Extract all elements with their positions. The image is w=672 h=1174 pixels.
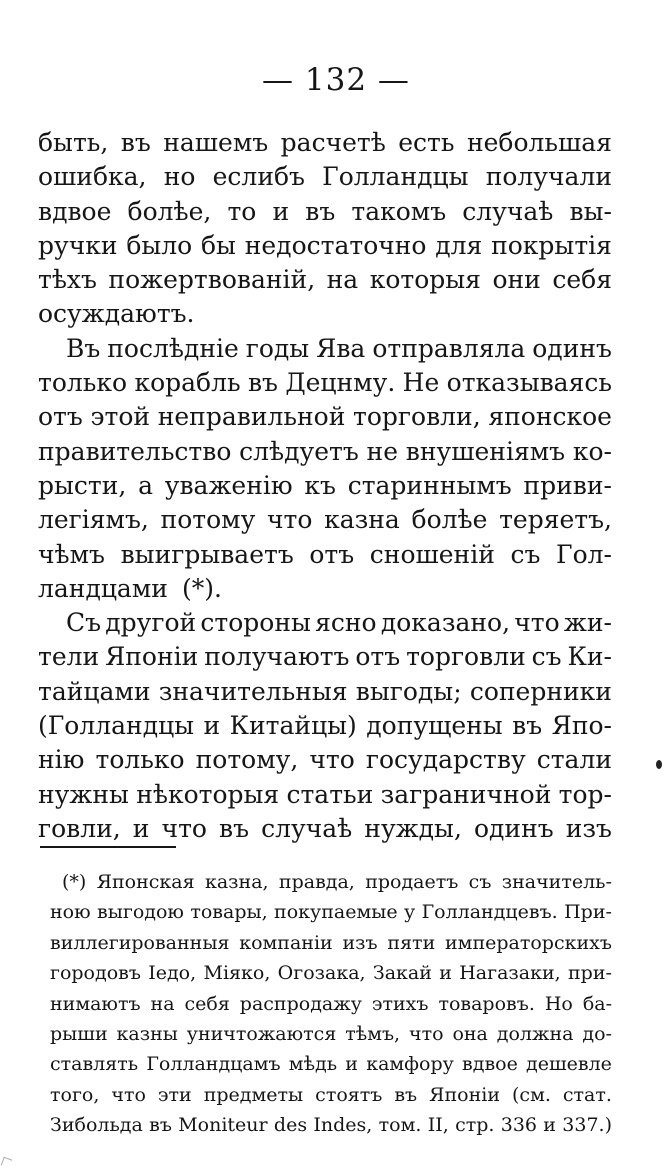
word: Не <box>402 368 440 398</box>
word: стали <box>536 745 612 775</box>
word: то <box>227 196 257 226</box>
text-line <box>38 469 612 503</box>
footnote-word: 337.) <box>562 1114 612 1137</box>
text-line <box>38 812 612 846</box>
word: получаютъ <box>204 642 350 672</box>
footnote-word: что <box>409 1022 444 1045</box>
word: этой <box>90 402 151 432</box>
word: тели <box>38 642 100 672</box>
footnote-word: ба- <box>582 992 612 1015</box>
word: Въ <box>66 333 101 363</box>
word: ландцами <box>38 573 168 603</box>
word: Голландцы <box>322 162 469 192</box>
word: заграничной <box>380 779 552 809</box>
footnote-word: и <box>543 1114 556 1137</box>
footnote-word: распродажу <box>239 992 362 1015</box>
footnote-word: Зибольда <box>50 1114 143 1137</box>
word: статьи <box>286 779 374 809</box>
word: Япо- <box>551 711 612 741</box>
footnote-word: должна <box>496 1022 574 1045</box>
footnote-word: Нагазаки, <box>459 962 561 985</box>
word: расчетѣ <box>280 128 386 157</box>
word: бы <box>200 230 236 260</box>
text-line <box>38 332 612 366</box>
footnote-word: виллегированныя <box>50 931 230 954</box>
word: быть, <box>38 128 109 157</box>
footnote-word: себя <box>184 992 230 1015</box>
word: японское <box>488 402 612 432</box>
word: съ <box>510 539 541 569</box>
footnote-word: камфору <box>366 1053 454 1076</box>
footnote-word: императорскихъ <box>445 931 612 954</box>
text-line <box>38 709 612 743</box>
word: стороны <box>200 608 311 638</box>
word: изъ <box>565 813 612 843</box>
text-line <box>38 572 612 606</box>
word: получали <box>485 162 612 192</box>
word: выигрываетъ <box>120 539 294 569</box>
word: стариннымъ <box>347 470 512 500</box>
word: нѣкоторыя <box>136 779 280 809</box>
word: нужны <box>38 779 129 809</box>
word: болѣе <box>411 505 488 535</box>
word: (*). <box>181 573 222 603</box>
word: небольшая <box>466 128 612 157</box>
word: жи- <box>563 608 612 638</box>
footnote-word: Голландцамъ <box>146 1053 281 1076</box>
word: правительство <box>38 436 232 466</box>
word: что <box>309 745 355 775</box>
word: и <box>132 813 150 843</box>
word: случаѣ <box>462 196 554 226</box>
footnote-word: Міяко, <box>203 962 271 985</box>
footnote-word: въ <box>394 1083 418 1106</box>
word: себя <box>552 265 612 295</box>
footnote-line <box>50 897 612 927</box>
word: вы- <box>569 196 612 226</box>
footnote-word: казна, <box>204 871 269 893</box>
footnote-divider <box>40 846 176 848</box>
word: нію <box>38 745 85 775</box>
word: отправляла <box>372 333 526 363</box>
footnote-word: стоятъ <box>315 1083 383 1106</box>
word: тор- <box>558 779 612 809</box>
ink-spot <box>656 760 662 769</box>
footnote-word: стат. <box>562 1083 612 1106</box>
footnote-line <box>50 1110 612 1140</box>
footnote-word: 336 <box>500 1114 537 1137</box>
word: съ <box>531 642 562 672</box>
word: потому, <box>195 745 299 775</box>
word: годы <box>245 333 310 363</box>
word: Ки- <box>567 642 612 672</box>
footnote-word: des <box>273 1114 308 1137</box>
text-line <box>38 126 612 160</box>
word: въ <box>512 711 543 741</box>
word: къ <box>304 470 336 500</box>
footnote-word: Огозака, <box>277 962 366 985</box>
word: ошибка, <box>38 162 147 192</box>
footnote-word: на <box>150 992 175 1015</box>
word: торговли, <box>353 402 481 432</box>
word: случаѣ <box>261 813 353 843</box>
word: и <box>272 196 290 226</box>
footnote-word: II, <box>427 1114 449 1137</box>
word: Децнму. <box>285 368 396 398</box>
word: отъ <box>38 402 83 432</box>
footnote-word: при- <box>568 962 612 985</box>
text-line <box>38 400 612 434</box>
text-line <box>38 435 612 469</box>
word: неправильной <box>157 402 346 432</box>
footnote-word: и <box>345 1053 358 1076</box>
footnote-word: Японская <box>96 871 195 893</box>
word: недостаточно <box>244 230 427 260</box>
word: такомъ <box>351 196 447 226</box>
footnote-word: значитель- <box>501 871 612 893</box>
footnote-word: городовъ <box>50 962 141 985</box>
word: а <box>138 470 153 500</box>
text-line <box>38 640 612 674</box>
word: Съ <box>66 608 102 638</box>
footnote-word: продаетъ <box>365 871 459 893</box>
word: государству <box>365 745 526 775</box>
word: Гол- <box>556 539 612 569</box>
word: которыя <box>369 265 481 295</box>
footnote-word: Японіи <box>429 1083 501 1106</box>
footnote-word: казны <box>116 1022 178 1045</box>
text-line <box>38 538 612 572</box>
word: и <box>203 711 221 741</box>
footnote-word: компаніи <box>239 931 333 954</box>
word: другой <box>105 608 197 638</box>
footnote-word: до- <box>582 1022 612 1045</box>
footnote-word: Indes, <box>313 1114 373 1137</box>
footnote-word: вдвое <box>462 1053 518 1076</box>
footnote-word: она <box>452 1022 488 1045</box>
footnote-word: дешевле <box>526 1053 612 1076</box>
footnote-word: что <box>111 1083 146 1106</box>
footnote-word: мѣдь <box>288 1053 338 1076</box>
word: ясно <box>315 608 377 638</box>
word: (Голландцы <box>38 711 195 741</box>
footnote-word: и <box>439 962 452 985</box>
word: выгоды; <box>355 676 462 706</box>
word: въ <box>247 368 278 398</box>
footnote-word: изъ <box>342 931 378 954</box>
footnote-word: Но <box>544 992 573 1015</box>
footnote-word: Закай <box>372 962 432 985</box>
corner-scan-mark <box>1 1157 13 1169</box>
footnote-word: тѣмъ, <box>345 1022 401 1045</box>
word: на <box>326 265 359 295</box>
body-text <box>38 126 612 846</box>
word: доказано, <box>380 608 511 638</box>
word: ко- <box>572 436 612 466</box>
word: Ява <box>316 333 366 363</box>
footnote-line <box>50 928 612 958</box>
word: отъ <box>355 642 401 672</box>
word: допущены <box>366 711 503 741</box>
footnote-word: уничтожаются <box>186 1022 337 1045</box>
footnote-line <box>50 989 612 1019</box>
word: приви- <box>523 470 612 500</box>
text-line <box>38 229 612 263</box>
footnote-word: рыши <box>50 1022 108 1045</box>
footnote-line <box>50 1049 612 1079</box>
word: одинъ <box>532 333 612 363</box>
word: что <box>266 505 313 535</box>
footnote-word: товаровъ. <box>438 992 535 1015</box>
text-line <box>38 160 612 194</box>
footnote-word: покупаемые <box>274 901 398 924</box>
word: въ <box>219 813 250 843</box>
footnote-word: Голландцевъ. <box>421 901 558 924</box>
word: внушеніямъ <box>405 436 566 466</box>
word: не <box>366 436 399 466</box>
text-line <box>38 743 612 777</box>
footnote-line <box>50 958 612 988</box>
word: только <box>95 745 185 775</box>
word: Китайцы) <box>229 711 357 741</box>
footnote-word: этихъ <box>371 992 429 1015</box>
word: торговли <box>406 642 526 672</box>
word: корабль <box>134 368 241 398</box>
word: Японіи <box>105 642 199 672</box>
footnote-line <box>50 1080 612 1110</box>
word: потому <box>160 505 256 535</box>
word: они <box>492 265 541 295</box>
word: для <box>435 230 483 260</box>
footnote-line <box>50 867 612 897</box>
footnote-word: пяти <box>387 931 436 954</box>
word: что <box>161 813 207 843</box>
word: есть <box>398 128 455 157</box>
text-line <box>38 675 612 709</box>
word: нашемъ <box>163 128 269 157</box>
word: соперники <box>469 676 612 706</box>
word: рысти, <box>38 470 127 500</box>
footnote-word: стр. <box>455 1114 495 1137</box>
word: говли, <box>38 813 121 843</box>
word: вдвое <box>38 196 112 226</box>
footnote-word: нимаютъ <box>50 992 141 1015</box>
word: одинъ <box>473 813 554 843</box>
footnote-word: ставлять <box>50 1053 139 1076</box>
footnote-word: При- <box>564 901 612 924</box>
word: слѣдуетъ <box>239 436 359 466</box>
text-line <box>38 606 612 640</box>
word: послѣдніе <box>107 333 239 363</box>
word: казна <box>324 505 400 535</box>
word: болѣе, <box>127 196 212 226</box>
footnote-word: Moniteur <box>178 1114 268 1137</box>
word: только <box>38 368 128 398</box>
word: еслибъ <box>212 162 305 192</box>
footnote-word: правда, <box>278 871 355 893</box>
footnote-word: (см. <box>512 1083 551 1106</box>
word: ручки <box>38 230 118 260</box>
footnote-word: товары, <box>190 901 268 924</box>
word: отъ <box>309 539 355 569</box>
footnote-word: съ <box>468 871 492 893</box>
word: было <box>126 230 193 260</box>
footnote-word: того, <box>50 1083 100 1106</box>
text-line <box>38 195 612 229</box>
footnote-word: въ <box>149 1114 172 1137</box>
text-line <box>38 503 612 537</box>
footnote-word: эти <box>157 1083 192 1106</box>
text-line <box>38 263 612 297</box>
word: тѣхъ <box>38 265 97 295</box>
word: покрытія <box>491 230 612 260</box>
footnote-word: том. <box>378 1114 422 1137</box>
word: сношеній <box>369 539 495 569</box>
text-line <box>38 778 612 812</box>
word: теряетъ, <box>499 505 612 535</box>
word: легіямъ, <box>38 505 149 535</box>
word: но <box>163 162 196 192</box>
text-line <box>38 366 612 400</box>
word: уваженію <box>164 470 293 500</box>
footnote-word: (*) <box>62 871 87 893</box>
word: значительныя <box>158 676 348 706</box>
word: осуждаютъ. <box>38 299 195 329</box>
footnote-word: Іедо, <box>148 962 197 985</box>
footnote-word: ною <box>50 901 91 924</box>
footnote-line <box>50 1019 612 1049</box>
word: тайцами <box>38 676 151 706</box>
footnote-word: выгодою <box>97 901 184 924</box>
word: пожертвованій, <box>108 265 316 295</box>
word: что <box>514 608 560 638</box>
footnote-word: предметы <box>203 1083 304 1106</box>
word: нужды, <box>364 813 462 843</box>
word: въ <box>120 128 151 157</box>
word: въ <box>305 196 336 226</box>
footnote <box>50 867 612 1141</box>
word: отказываясь <box>446 368 612 398</box>
word: чѣмъ <box>38 539 105 569</box>
text-line <box>38 297 612 331</box>
page-number: — 132 — <box>262 62 410 98</box>
footnote-word: у <box>403 901 416 924</box>
